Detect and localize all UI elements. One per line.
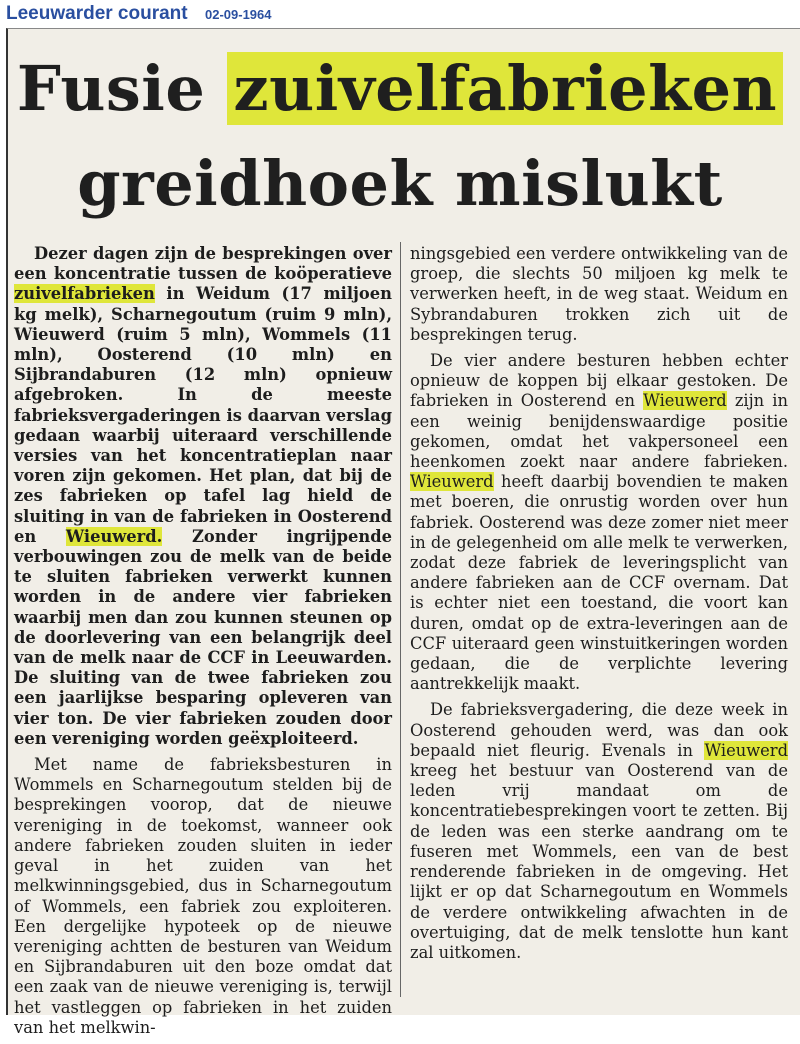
clipping-header xyxy=(0,0,800,30)
paragraph: ningsgebied een verdere ontwikkeling van de groep, die slechts 50 miljoen kg melk te verwerken heeft, in de weg staat. Weidum en Sybrandaburen trokken zich uit de besprekingen terug. xyxy=(410,244,788,344)
text-run: De fabrieksvergadering, die deze week in Oosterend gehouden werd, was dan ook bepaald niet fleurig. Evenals in xyxy=(410,700,788,760)
highlighted-term: zuivelfabrieken xyxy=(14,284,155,304)
paragraph xyxy=(410,700,788,963)
newspaper-name[interactable]: Leeuwarder courant xyxy=(6,3,188,24)
publication-date: 02-09-1964 xyxy=(205,7,272,22)
text-run: in Weidum (17 miljoen kg melk), Scharnegoutum (ruim 9 mln), Wieuwerd (ruim 5 mln), Wommels (11 mln), Oosterend (10 mln) en Sijbrandaburen (12 mln) opnieuw afgebroken. In de meeste fabrieksvergaderingen is daarvan verslag gedaan waarbij uiteraard verschillende versies van het koncentratieplan naar voren zijn gekomen. Het plan, dat bij de zes fabrieken op tafel lag hield de sluiting in van de fabrieken in Oosterend en xyxy=(14,284,392,546)
text-run: De vier andere besturen hebben echter opnieuw de koppen bij elkaar gestoken. De fabrieken in Oosterend en xyxy=(410,351,788,411)
highlighted-term: Wieuwerd. xyxy=(65,526,163,546)
highlighted-term: Wieuwerd xyxy=(643,391,727,411)
paragraph: Met name de fabrieksbesturen in Wommels en Scharnegoutum stelden bij de besprekingen voorop, dat de nieuwe vereniging in de toekomst, wanneer ook andere fabrieken zouden sluiten in ieder geval in het zuiden van het melkwinningsgebied, dus in Scharnegoutum of Wommels, een fabriek zou exploiteren. Een dergelijke hypoteek op de nieuwe vereniging achtten de besturen van Weidum en Sijbrandaburen uit den boze omdat dat een zaak van de nieuwe vereniging is, terwijl het vastleggen op fabrieken in het zuiden van het melkwin- xyxy=(14,755,392,1037)
text-run: Dezer dagen zijn de besprekingen over een koncentratie tussen de koöperatieve xyxy=(14,244,392,284)
article-column-right xyxy=(410,244,788,969)
text-run: Zonder ingrijpende verbouwingen zou de melk van de beide te sluiten fabrieken verwerkt kunnen worden in de andere vier fabrieken waarbij men dan zou kunnen steunen op de doorlevering van een belangrijk deel van de melk naar de CCF in Leeuwarden. De sluiting van de twee fabrieken zou een jaarlijkse besparing opleveren van vier ton. De vier fabrieken zouden door een vereniging worden geëxploiteerd. xyxy=(14,526,392,748)
highlighted-term: Wieuwerd xyxy=(704,740,788,760)
article-column-left xyxy=(14,244,392,1044)
paragraph xyxy=(14,244,392,749)
text-run: kreeg het bestuur van Oosterend van de leden vrij mandaat om de koncentratiebesprekingen voort te zetten. Bij de leden was een sterke aandrang om te fuseren met Wommels, een van de best renderende fabrieken in de omgeving. Het lijkt er op dat Scharnegoutum en Wommels de verdere ontwikkeling afwachten in de overtuiging, dat de melk tenslotte hun kant zal uitkomen. xyxy=(410,761,788,962)
headline-line-2: greidhoek mislukt xyxy=(77,147,723,220)
text-run: heeft daarbij bovendien te maken met boeren, die onrustig worden over hun fabriek. Oosterend was deze zomer niet meer in de gelegenheid om alle melk te verwerken, zodat deze fabriek de leveringsplicht van andere fabrieken aan de CCF overnam. Dat is echter niet een toestand, die voort kan duren, omdat op de extra-leveringen aan de CCF uiteraard geen winstuitkeringen worden gedaan, die de verplichte levering aantrekkelijk maakt. xyxy=(410,472,788,694)
paragraph xyxy=(410,351,788,694)
highlighted-term: Wieuwerd xyxy=(410,472,494,492)
headline-word-fusie: Fusie xyxy=(16,52,206,125)
column-divider xyxy=(400,242,401,997)
headline-line-1 xyxy=(0,52,800,125)
headline-highlight: zuivelfabrieken xyxy=(227,52,783,125)
text-run: zijn in een weinig benijdenswaardige positie gekomen, omdat het vakpersoneel een heenkomen zoekt naar andere fabrieken. xyxy=(410,391,788,472)
